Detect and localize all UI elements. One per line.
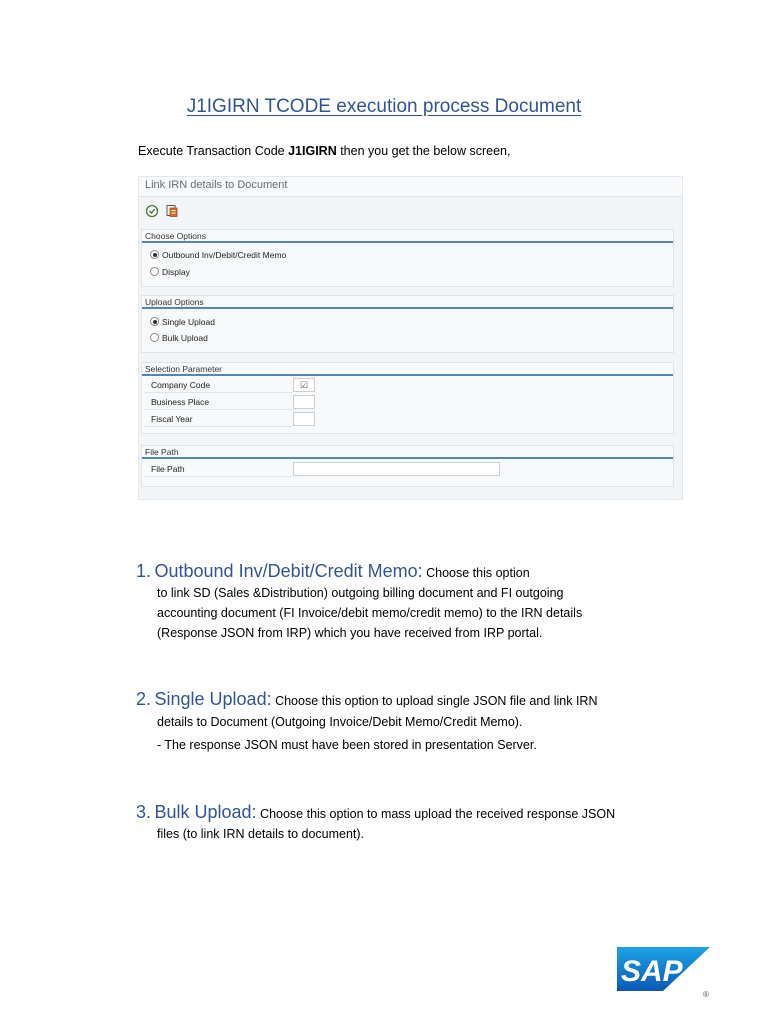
section-1-line: accounting document (FI Invoice/debit memo/credit memo) to the IRN details: [157, 606, 583, 620]
section-3-number: 3.: [136, 802, 152, 822]
sap-logo-mark: ®: [703, 990, 709, 999]
section-3-line: files (to link IRN details to document).: [157, 827, 365, 841]
section-1: [136, 561, 582, 643]
section-2-line: - The response JSON must have been stored in presentation Server.: [157, 738, 537, 752]
choose-options-title: Choose Options: [142, 230, 673, 243]
section-1-line: (Response JSON from IRP) which you have received from IRP portal.: [157, 626, 543, 640]
radio-selected-icon[interactable]: [150, 250, 159, 259]
upload-options-title: Upload Options: [142, 296, 673, 309]
info-icon[interactable]: [165, 204, 179, 223]
fiscal-year-input[interactable]: [293, 412, 315, 426]
radio-bulk-upload[interactable]: [150, 333, 208, 343]
company-code-input[interactable]: ☑: [293, 378, 315, 392]
section-3: [136, 802, 615, 844]
section-1-heading: Outbound Inv/Debit/Credit Memo:: [154, 561, 423, 581]
selection-parameter-group: [141, 362, 674, 434]
radio-outbound[interactable]: [150, 250, 286, 260]
upload-options-group: [141, 295, 674, 353]
section-3-heading: Bulk Upload:: [154, 802, 257, 822]
sap-logo-text: SAP: [621, 955, 683, 988]
intro-tcode: J1IGIRN: [288, 144, 337, 158]
radio-outbound-label: Outbound Inv/Debit/Credit Memo: [162, 250, 287, 260]
section-1-line: to link SD (Sales &Distribution) outgoing billing document and FI outgoing: [157, 586, 564, 600]
section-2-number: 2.: [136, 689, 152, 709]
radio-selected-icon[interactable]: [150, 317, 159, 326]
fiscal-year-label: Fiscal Year: [144, 411, 292, 427]
radio-unselected-icon[interactable]: [150, 267, 159, 276]
section-2-heading: Single Upload:: [154, 689, 272, 709]
intro-prefix: Execute Transaction Code: [138, 144, 289, 158]
file-path-group: [141, 445, 674, 487]
sap-screen-header: Link IRN details to Document: [139, 177, 682, 197]
radio-single-upload[interactable]: [150, 317, 215, 327]
intro-suffix: then you get the below screen,: [336, 144, 511, 158]
section-1-number: 1.: [136, 561, 152, 581]
section-2-lead: Choose this option to upload single JSON file and link IRN: [271, 694, 598, 708]
document-title-text: J1IGIRN TCODE execution process Document: [186, 96, 582, 117]
radio-bulk-upload-label: Bulk Upload: [162, 333, 208, 343]
selection-parameter-title: Selection Parameter: [142, 363, 673, 376]
business-place-label: Business Place: [144, 394, 292, 410]
section-2-line: details to Document (Outgoing Invoice/Debit Memo/Credit Memo).: [157, 715, 523, 729]
company-code-label: Company Code: [144, 377, 292, 393]
radio-display-label: Display: [162, 267, 190, 277]
execute-icon[interactable]: [145, 204, 159, 223]
file-path-input[interactable]: [293, 462, 500, 476]
business-place-input[interactable]: [293, 395, 315, 409]
file-path-label: File Path: [144, 461, 292, 477]
radio-single-upload-label: Single Upload: [162, 317, 215, 327]
sap-logo-graphic: [617, 945, 711, 999]
radio-display[interactable]: [150, 267, 190, 277]
section-1-lead: Choose this option: [422, 566, 530, 580]
radio-unselected-icon[interactable]: [150, 333, 159, 342]
choose-options-group: [141, 229, 674, 287]
document-title: [0, 96, 768, 118]
file-path-title: File Path: [142, 446, 673, 459]
intro-line: [138, 144, 510, 158]
section-2: [136, 689, 597, 755]
sap-screen: [138, 176, 683, 500]
sap-logo: [617, 945, 711, 1004]
section-3-lead: Choose this option to mass upload the received response JSON: [256, 807, 616, 821]
